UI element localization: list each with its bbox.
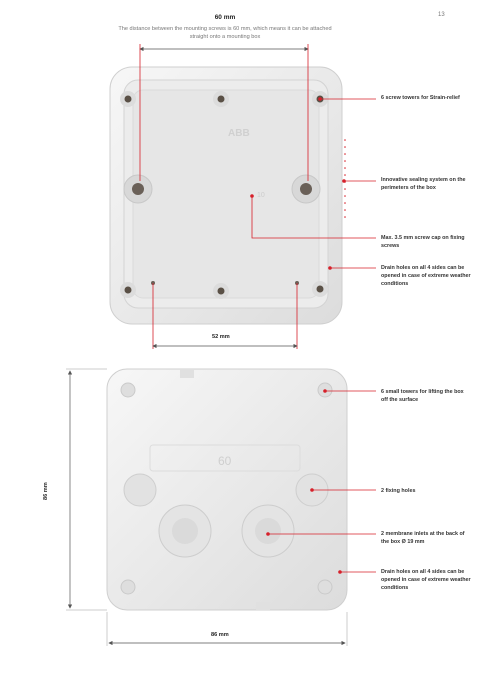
dimension-86mm-height-line	[66, 369, 107, 610]
small-tower	[121, 580, 135, 594]
callout-membrane-inlets: 2 membrane inlets at the back of the box Ø 19 mm	[381, 531, 465, 545]
screw-tower	[120, 91, 136, 107]
screw-tower	[213, 91, 229, 107]
callout-fixing-holes: 2 fixing holes	[381, 488, 416, 494]
small-tower	[121, 383, 135, 397]
top-dimension-label: 60 mm	[214, 14, 236, 21]
screw-tower	[213, 283, 229, 299]
top-box-interior	[110, 67, 346, 324]
callout-sealing-system: Innovative sealing system on the perimeters of the box	[381, 177, 466, 191]
callout-drain-holes-top: Drain holes on all 4 sides can be opened in case of extreme weather conditions	[381, 265, 471, 287]
dimension-86mm-width-line	[107, 612, 347, 646]
top-dimension-description: The distance between the mounting screws is 60 mm, which means it can be attached straight onto a mounting box	[118, 26, 332, 40]
callout-drain-holes-bottom: Drain holes on all 4 sides can be opened in case of extreme weather conditions	[381, 569, 471, 591]
callout-small-towers: 6 small towers for lifting the box off the surface	[381, 389, 464, 403]
inside-number-marking: 10	[257, 192, 265, 199]
dimension-52mm-label: 52 mm	[212, 334, 230, 340]
screw-tower	[120, 282, 136, 298]
fixing-hole	[124, 474, 156, 506]
page-number: 13	[438, 12, 445, 18]
fixing-hole	[292, 175, 320, 203]
dimension-86mm-height-label: 86 mm	[43, 482, 49, 500]
fixing-hole	[124, 175, 152, 203]
back-number-marking: 60	[218, 454, 232, 468]
callout-screw-towers: 6 screw towers for Strain-relief	[381, 95, 460, 101]
small-tower	[318, 580, 332, 594]
sealing-dots	[344, 139, 346, 218]
dimension-86mm-width-label: 86 mm	[211, 632, 229, 638]
screw-tower	[312, 281, 328, 297]
callout-screw-cap: Max. 3.5 mm screw cap on fixing screws	[381, 235, 465, 249]
brand-marking: ABB	[228, 128, 250, 139]
